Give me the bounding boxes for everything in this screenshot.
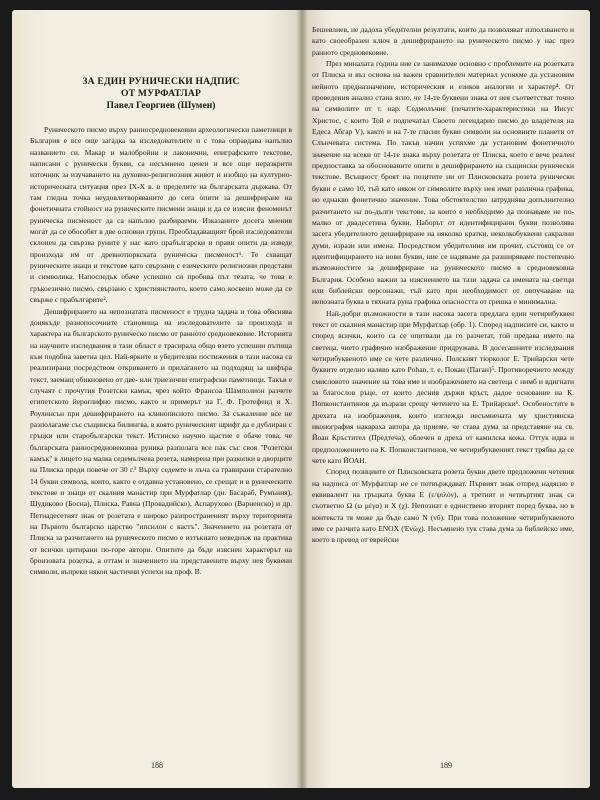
right-page — [302, 10, 590, 788]
body-paragraph: Бешевлиев, не дадоха убедителни резултати, които да позволяват използването и като своеобразен ключ в дешифрирането на руническото писмо у нас през ранното средновековие. — [312, 25, 574, 57]
article-title-line1: ЗА ЕДИН РУНИЧЕСКИ НАДПИС — [82, 76, 240, 87]
page-number-left: 188 — [151, 761, 163, 770]
article-title-line2: ОТ МУРФАТЛАР — [120, 88, 202, 99]
body-paragraph: Дешифрирането на непознатата писменост е трудна задача и това обяснява донякъде разнопосочните становища на изследователите за произхода и характера на българското руническо писмо от ранното средновековие. Историята на научните изследвания в тази област е трасирала общо взето успешни пътища към подобна заветна цел. Най-ярките и убедителни постижения в тази насока са реализирани посредством откриването и прилагането на подходящ за шифъра текст, заемащ обикновено от две- или триезични епиграфски паметници. Такъв е случаят с прочутия Розетски камък, чрез който Франсоа Шамполион разчете египетското йероглифно писмо, както и примерът на Г. Ф. Гротефенд и Х. Роулинсън при дешифрирането на клинописното писмо. За съжаление все не разполагаме със същинска билингва, в която руническият шрифт да е дублиран с гръцки или старобългарски текст. Истинско научно щастие е обаче това, че българската ранносредновековна руника разполага все пак със своя "Розетски камък" в лицето на малка седемълчева розета, намерена при разкопки в дворците на Плиска преди повече от 30 г.³ Върху седемте и лъча са гравирани старателно 14 букви символа, които, както е отдавна установено, се срещат и в руническите текстове и знаци от скалния манастир при Мурфатлар (дн. Басараб, Румъния), Шудиково (Босна), Плиска, Равна (Провадийско), Аспарухово (Варненско) и др. Петнадесетият знак от розетата е широко разпространеният върху територията на Първото българско царство "ипсилон с кастъ". Значението на розетата от Плиска за разчитането на руническото писмо е изтъкнато неведнъж на практика от всички цитирани по-горе автори. Опитите да бъде изяснен характерът на бронзовата розетка, а оттам и значението на представените върху нея буквени символи, въпреки някои частични успехи на проф. В. — [30, 306, 292, 577]
body-paragraph: Руническото писмо върху ранносредновековни археологически паметници в България е все още загадка за изследователите и с това оправдава напълно названието си. Макар и малобройни и лаконични, епиграфските текстове, написани с рунически букви, са несъмнено ценен и все още неразкрити източник за изучаването на духовно-религиозния живот и изобщо на културно-историческата ситуация през IX-X в. в пределите на българската държава. От там гледна точка неудовлетворяваните до сега опити за дешифриране на фонетичната стойност на руническите писмени знаци и да се изясни феноменът руническа писменост да са напълно разбираеми. Изказаните досега мнения могат да се обособят в две основни групи. Преобладаващият брой изследователи склонен да свързва руните у нас като прабългарски и прави опити да изведе произхода им от древнотюркската руническа писменост¹. Те схващат руническите знаци и текстове като свързани с езическите религиозни представи и символика. Напоследък обаче успешно си пробива път тезата, че това е гръкоезично писмо, свързано с християнството, което само косвено може да се свърже с прабългарите². — [30, 125, 292, 305]
left-page — [12, 10, 302, 788]
article-author: Павел Георгиев (Шумен) — [106, 100, 216, 111]
body-paragraph: Най-добри възможности в тази насока засега предлага един четирибуквен текст от скалния манастир при Мурфатлар (обр. 1). Според надписите си, както и според всички, които са се опитвали да го разчетат, той предава името на светеца, чието графично изображение придружава. В досегашните изследвания четирибуквеното име се чете различно. Полският тюрколог Е. Трийарски чете буквите отделно наляво като Pohan, т. е. Покан (Паган)⁵. Противоречието между смисловото значение на това име и изображението на светеца с нимб и вдигнати за благослов ръце, от които десния държи кръст, дадое основание на К. Попконстантинов да възрази срещу четенето на Е. Трийарски⁶. Особеностите в дрехата на изображения, които изглежда несъмнената му християнска иконография накараха автора да приеме, че става дума за представяне на св. Йоан Кръстител (Предтеча), облечен в дреха от камилска кожа. Оттук идва и предположението на К. Попконстантинов, че четирибуквеният текст трябва да се чете като ЙОАН. — [312, 308, 574, 466]
page-number-right: 189 — [440, 761, 452, 770]
body-paragraph: Според позициите от Плисковската розета букви двете предложени четения на надписа от Мурфатлар не се потвърждават. Първият знак отпред надясно е еквивалент на гръцката буква Е (ε/ψιλόν), а третият и четвъртият знак са съответно Ω (ω μέγα) и Χ (χ). Непознат е единствено вторият поред буква, но в контекста тя може да бъде само N (νῦ). При това положение четирибуквеното име се разчита като ΕΝΟΧ (Ἐνώχ). Несъмнено тук става дума за библейско име, което в превод от еврейски — [312, 467, 574, 545]
body-paragraph: През миналата година ние се занимахме основно с проблемите на розетката от Плиска и въз основа на важен сравнителен материал успяхме да установим нейното предназначение, историческия и езиков аналогии и характер⁴. От проведения анализ стана ясно, че 14-те буквени знака от нея съответстват точно на символите от т. нар. Седмолъчие (печатите-характеристики на Иисус Христос, с които Той е подпечатал Своето легендарно писмо до владетеля на Едеса Абгар V), както и на 7-те гласни букви символи на основните планети от Слънчевата система. По такъв начин успяхме да установим фонетичното значение на всеки от 14-те знака върху розетата от Плиска, което е вече реален предпоставка за обоснованите опити в дешифрирането на същински рунически текстове. Всъщност броят на позитите ни от Плисковската розета рунически букви е само 10, тъй като някои от символите върху нея имат различна графика, но еднакво фонетично значение. Това обстоятелство затруднява допълнително разчитането на по-дълги текстове, за които е необходимо да познаваме не по-малко от двадесетина букви. Наборът от идентифицирани букви позволява засега убедителното дешифриране на няколко кратки, неколкобуквени сакрални думи, изрази или имена. Посредством убедителния им прочит, състоящ се от идентифицирането на нови букви, ние се надяваме да разширяваме постепенно възможностите за дешифриране на руническото писмо в средновековна България. Особено важни за изяснението на тази задача са имената на светци или библейски персонажи, тъй като при необходимост от овпучаване на непозната буква в тяхната руна графика опасността от грешка е минимална. — [312, 59, 574, 307]
book-spine-shadow — [296, 10, 308, 788]
